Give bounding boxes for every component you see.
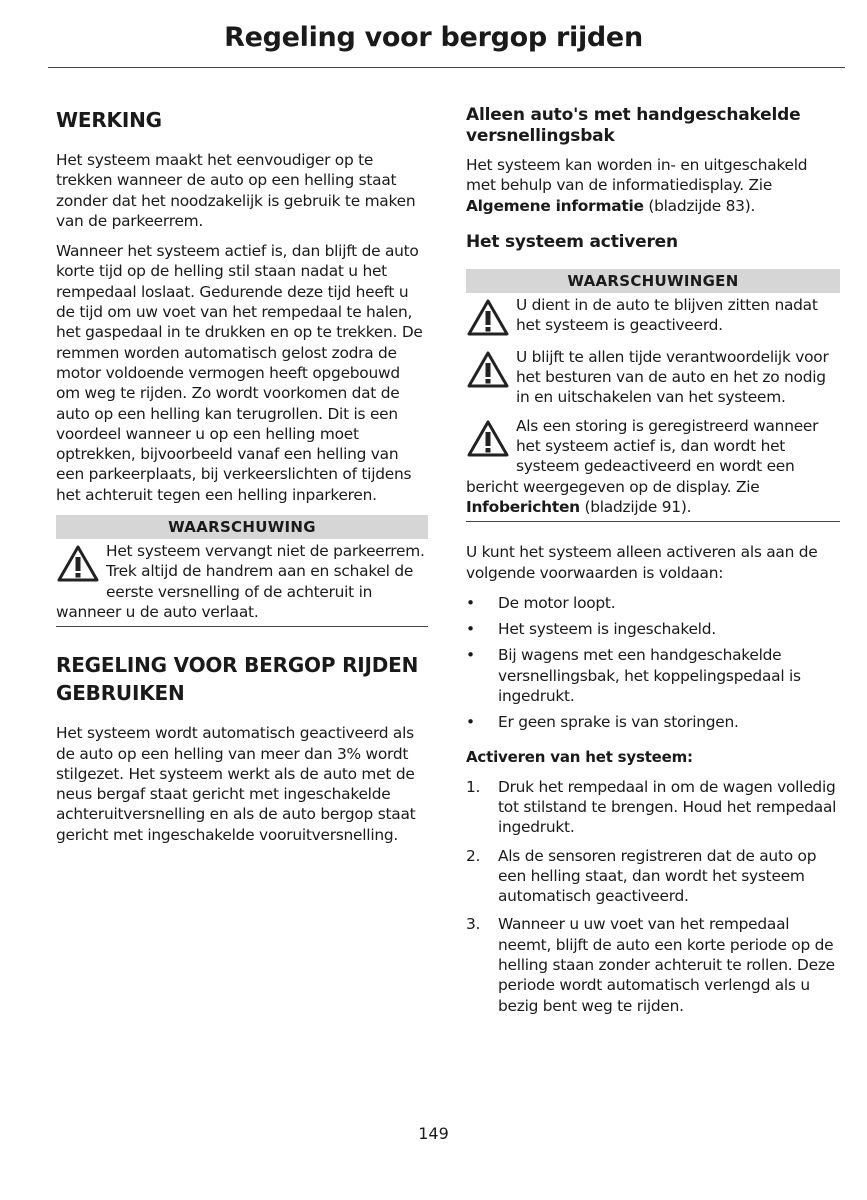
cross-reference-link-algemene-informatie: Algemene informatie	[466, 196, 644, 215]
warning-text: Het systeem vervangt niet de parkeerrem. Trek altijd de handrem aan en schakel de eerste versnelling of de achteruit in wanneer u de auto verlaat.	[56, 542, 425, 621]
warning-item-2	[466, 347, 840, 408]
cross-reference-link-infoberichten: Infoberichten	[466, 497, 580, 516]
step-number: 1.	[466, 777, 481, 796]
subheading-manual-gearbox: Alleen auto's met handgeschakelde versnellingsbak	[466, 105, 801, 146]
werking-paragraph-2: Wanneer het systeem actief is, dan blijft de auto korte tijd op de helling stil staan nadat u het rempedaal loslaat. Gedurende deze tijd heeft u de tijd om uw voet van het rempedaal te halen, het gaspedaal in te drukken en op te trekken. De remmen worden automatisch gelost zodra de motor voldoende vermogen heeft opgebouwd om weg te rijden. Zo wordt voorkomen dat de auto op een helling kan terugrollen. Dit is een voordeel wanneer u op een helling moet optrekken, bijvoorbeeld vanaf een helling van een parkeerplaats, bij verkeerslichten of tijdens het achteruit tegen een helling inparkeren.	[56, 242, 423, 504]
list-item: • De motor loopt.	[466, 593, 616, 612]
list-item: • Er geen sprake is van storingen.	[466, 713, 739, 732]
manual-text: Het systeem kan worden in- en uitgeschakeld met behulp van de informatiedisplay. Zie	[466, 156, 808, 195]
warning-1-text: U dient in de auto te blijven zitten nadat het systeem is geactiveerd.	[516, 295, 818, 335]
steps-list	[466, 777, 840, 1016]
warning-item-1	[466, 295, 840, 339]
warning-3-page-ref: (bladzijde 91).	[579, 497, 692, 516]
list-item: • Bij wagens met een handgeschakelde versnellingsbak, het koppelingspedaal is ingedrukt.	[466, 646, 801, 706]
page-title: Regeling voor bergop rijden	[224, 22, 643, 53]
warning-2-text: U blijft te allen tijde verantwoordelijk voor het besturen van de auto en het zo nodig in en uitschakelen van het systeem.	[516, 347, 829, 407]
conditions-intro: U kunt het systeem alleen activeren als aan de volgende voorwaarden is voldaan:	[466, 543, 818, 582]
bullet-marker: •	[466, 646, 475, 665]
subheading-activeren: Het systeem activeren	[466, 231, 678, 252]
warning-header: WAARSCHUWING	[56, 515, 428, 539]
section-heading-gebruiken: REGELING VOOR BERGOP RIJDEN GEBRUIKEN	[56, 653, 419, 706]
steps-heading: Activeren van het systeem:	[466, 747, 693, 766]
manual-paragraph	[466, 155, 840, 216]
bullet-marker: •	[466, 620, 475, 639]
warnings-header: WAARSCHUWINGEN	[466, 269, 840, 293]
warning-block	[56, 541, 428, 627]
list-item: 2. Als de sensoren registreren dat de auto op een helling staat, dan wordt het systeem automatisch geactiveerd.	[466, 846, 817, 906]
right-column	[466, 100, 840, 1026]
list-item: • Het systeem is ingeschakeld.	[466, 620, 716, 639]
list-item: 1. Druk het rempedaal in om de wagen volledig tot stilstand te brengen. Houd het rempedaal ingedrukt.	[466, 777, 837, 837]
warning-triangle-icon	[466, 349, 510, 391]
werking-paragraph-1: Het systeem maakt het eenvoudiger op te trekken wanneer de auto op een helling staat zonder dat het noodzakelijk is gebruik te maken van de parkeerrem.	[56, 151, 416, 230]
conditions-list	[466, 593, 840, 733]
bullet-marker: •	[466, 593, 475, 612]
gebruiken-paragraph: Het systeem wordt automatisch geactiveerd als de auto op een helling van meer dan 3% wordt stilgezet. Het systeem werkt als de auto met de neus bergaf staat gericht met ingeschakelde achteruitversnelling en als de auto bergop staat gericht met ingeschakelde vooruitversnelling.	[56, 724, 416, 844]
warning-item-3	[466, 416, 840, 522]
warning-triangle-icon	[466, 297, 510, 339]
warning-triangle-icon	[56, 543, 100, 585]
title-divider	[48, 67, 845, 68]
step-number: 3.	[466, 915, 481, 934]
section-heading-werking: WERKING	[56, 108, 162, 132]
list-item: 3. Wanneer u uw voet van het rempedaal neemt, blijft de auto een korte periode op de helling staan zonder achteruit te rollen. Deze periode wordt automatisch verlengd als u bezig bent weg te rijden.	[466, 915, 835, 1015]
page-number: 149	[418, 1124, 449, 1143]
warning-3-text: Als een storing is geregistreerd wanneer het systeem actief is, dan wordt het systeem gedeactiveerd en wordt een bericht weergegeven op de display. Zie	[466, 416, 819, 496]
warning-triangle-icon	[466, 418, 510, 460]
step-number: 2.	[466, 846, 481, 865]
manual-page-ref: (bladzijde 83).	[643, 196, 756, 215]
bullet-marker: •	[466, 713, 475, 732]
left-column	[56, 100, 428, 855]
